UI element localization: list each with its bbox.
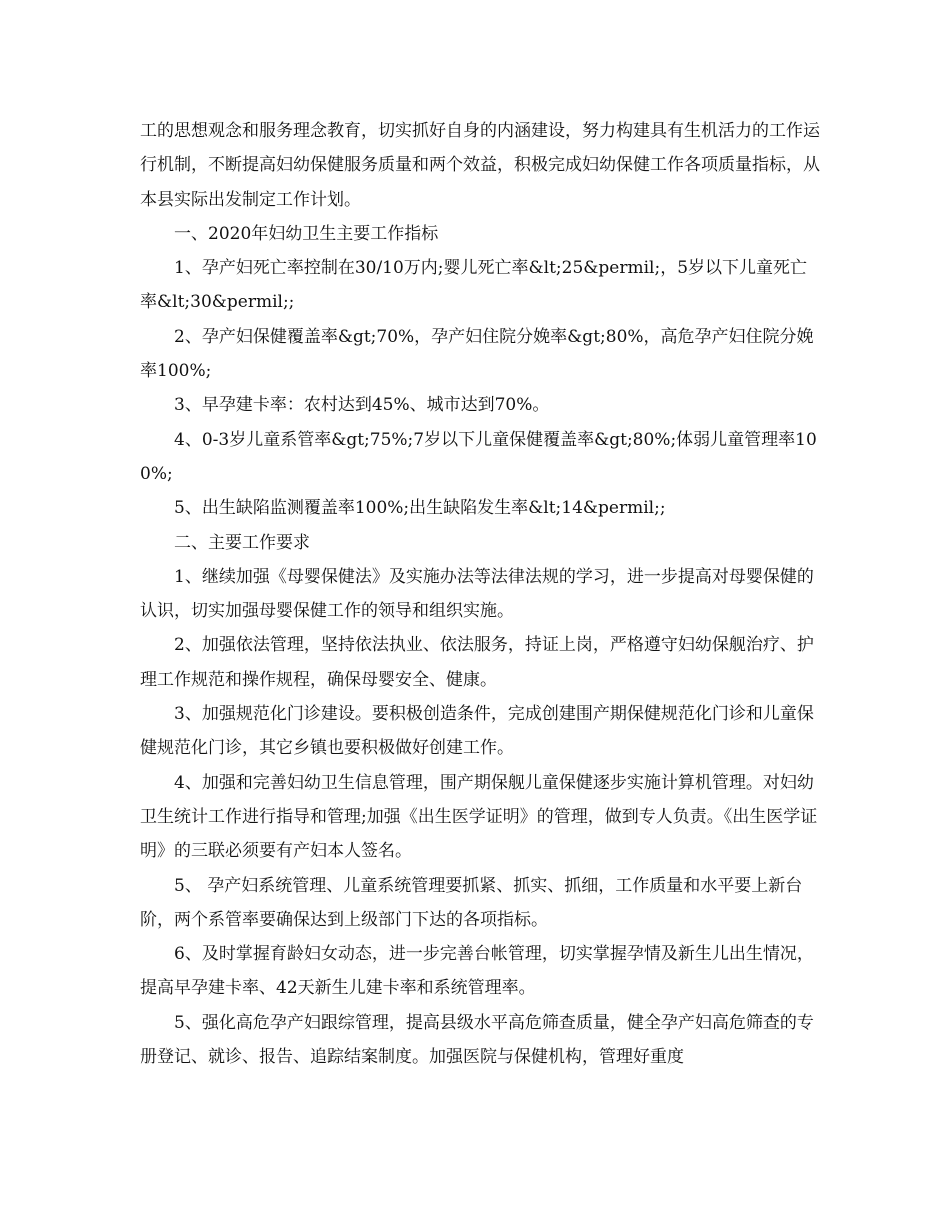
section-heading-indicators: 一、2020年妇幼卫生主要工作指标	[174, 223, 439, 244]
requirement-item-2: 2、加强依法管理，坚持依法执业、依法服务，持证上岗，严格遵守妇幼保舰治疗、护理工作规范和操作规程，确保母婴安全、健康。	[140, 635, 814, 690]
requirement-item-1: 1、继续加强《母婴保健法》及实施办法等法律法规的学习，进一步提高对母婴保健的认识，切实加强母婴保健工作的领导和组织实施。	[140, 566, 814, 622]
indicator-item-2: 2、孕产妇保健覆盖率&gt;70%，孕产妇住院分娩率&gt;80%，高危孕产妇住院分娩率100%;	[140, 326, 814, 382]
section-heading-requirements: 二、主要工作要求	[174, 532, 310, 553]
document-body	[140, 114, 820, 1074]
indicator-item-3: 3、早孕建卡率：农村达到45%、城市达到70%。	[174, 395, 550, 416]
requirement-item-3: 3、加强规范化门诊建设。要积极创造条件，完成创建围产期保健规范化门诊和儿童保健规范化门诊，其它乡镇也要积极做好创建工作。	[140, 704, 814, 759]
indicator-item-1: 1、孕产妇死亡率控制在30/10万内;婴儿死亡率&lt;25&permil;，5岁以下儿童死亡率&lt;30&permil;;	[140, 258, 808, 313]
indicator-item-4: 4、0-3岁儿童系管率&gt;75%;7岁以下儿童保健覆盖率&gt;80%;体弱儿童管理率100%;	[140, 429, 817, 484]
requirement-item-7: 5、强化高危孕产妇跟综管理，提高县级水平高危筛查质量，健全孕产妇高危筛查的专册登记、就诊、报告、追踪结案制度。加强医院与保健机构，管理好重度	[140, 1012, 814, 1068]
requirement-item-6: 6、及时掌握育龄妇女动态，进一步完善台帐管理，切实掌握孕情及新生儿出生情况，提高早孕建卡率、42天新生儿建卡率和系统管理率。	[140, 944, 814, 999]
requirement-item-4: 4、加强和完善妇幼卫生信息管理，围产期保舰儿童保健逐步实施计算机管理。对妇幼卫生统计工作进行指导和管理;加强《出生医学证明》的管理，做到专人负责。《出生医学证明》的三联必须要有产妇本人签名。	[140, 772, 818, 862]
requirement-item-5: 5、 孕产妇系统管理、儿童系统管理要抓紧、抓实、抓细，工作质量和水平要上新台阶，两个系管率要确保达到上级部门下达的各项指标。	[140, 875, 803, 930]
indicator-item-5: 5、出生缺陷监测覆盖率100%;出生缺陷发生率&lt;14&permil;;	[174, 498, 666, 519]
paragraph-intro: 工的思想观念和服务理念教育，切实抓好自身的内涵建设，努力构建具有生机活力的工作运行机制，不断提高妇幼保健服务质量和两个效益，积极完成妇幼保健工作各项质量指标，从本县实际出发制定工作计划。	[140, 121, 820, 210]
